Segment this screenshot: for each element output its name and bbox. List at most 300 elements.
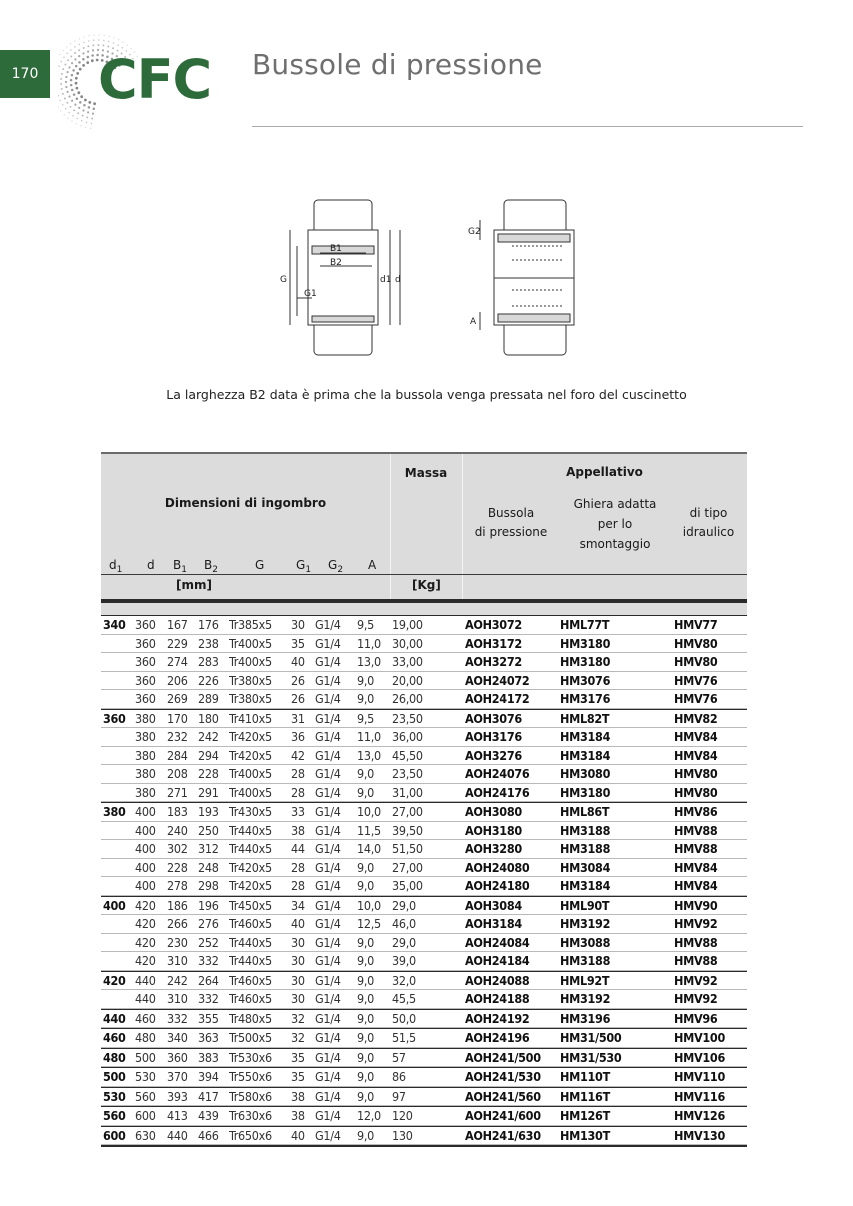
cell-b2: 298 [198, 878, 219, 893]
logo-dot [93, 107, 96, 110]
logo-dot [65, 86, 67, 88]
cell-d: 560 [135, 1088, 156, 1104]
cell-nut: HM31/500 [560, 1030, 622, 1045]
cell-hydraulic: HMV88 [674, 841, 718, 856]
cell-hydraulic: HMV88 [674, 953, 718, 968]
cell-g2: G1/4 [315, 859, 341, 875]
col-b2: $B_2$ [204, 558, 218, 575]
table-row [101, 934, 747, 953]
cell-hydraulic: HMV86 [674, 804, 718, 819]
cell-a: 10,0 [357, 804, 381, 819]
logo-dot [73, 93, 76, 96]
cell-hydraulic: HMV76 [674, 672, 718, 688]
cell-g: Tr460x5 [229, 991, 272, 1006]
cell-hydraulic: HMV130 [674, 1127, 725, 1143]
cell-d: 380 [135, 710, 156, 726]
cell-nut: HML92T [560, 972, 610, 988]
cell-mass: 26,00 [392, 691, 423, 706]
cell-g: Tr500x5 [229, 1030, 272, 1045]
cell-mass: 120 [392, 1108, 413, 1123]
logo-dot [62, 68, 64, 70]
table-row [101, 840, 747, 859]
cell-nut: HM3192 [560, 916, 611, 931]
logo-dot [91, 59, 94, 62]
logo-dot [87, 51, 89, 53]
cell-mass: 57 [392, 1049, 406, 1065]
cell-hydraulic: HMV80 [674, 784, 718, 800]
cell-mass: 97 [392, 1088, 406, 1104]
cell-hydraulic: HMV100 [674, 1030, 725, 1045]
cell-b2: 283 [198, 654, 219, 669]
logo-dot [76, 118, 78, 120]
cell-b2: 238 [198, 635, 219, 651]
cell-nut: HM110T [560, 1069, 610, 1084]
cell-mass: 29,0 [392, 934, 416, 950]
diagram-label-g1: G1 [304, 289, 317, 299]
cell-g1: 30 [291, 953, 305, 968]
cell-hydraulic: HMV110 [674, 1069, 725, 1084]
unit-kg: [Kg] [412, 578, 441, 592]
logo-dot [76, 72, 79, 75]
cell-g1: 38 [291, 822, 305, 838]
table-row [101, 915, 747, 934]
cell-nut: HM126T [560, 1108, 610, 1123]
cell-b2: 180 [198, 710, 219, 726]
cell-d: 600 [135, 1108, 156, 1123]
logo-dot [64, 98, 66, 100]
cell-g: Tr440x5 [229, 841, 272, 856]
hydraulic-heading: di tipo idraulico [682, 506, 735, 539]
cell-bushing: AOH241/530 [465, 1069, 541, 1084]
cell-d1: 380 [103, 804, 126, 819]
cell-a: 11,0 [357, 635, 381, 651]
logo-dot [60, 110, 61, 111]
cell-bushing: AOH24184 [465, 953, 530, 968]
page-title: Bussole di pressione [252, 48, 543, 81]
cell-g: Tr400x5 [229, 784, 272, 800]
cell-d: 420 [135, 916, 156, 931]
logo-dot [80, 125, 81, 126]
logo-dot [75, 65, 78, 68]
logo-dot [58, 65, 60, 67]
logo-dot [74, 58, 76, 60]
cell-bushing: AOH24180 [465, 878, 530, 893]
cell-mass: 130 [392, 1127, 413, 1143]
logo-dot [60, 83, 62, 85]
cell-d1: 360 [103, 710, 126, 726]
col-g2: $G_2$ [328, 558, 344, 575]
logo-dot [70, 55, 72, 57]
cell-a: 12,0 [357, 1108, 381, 1123]
logo-dot [91, 54, 94, 57]
cell-mass: 33,00 [392, 654, 423, 669]
unit-mm: [mm] [176, 578, 212, 592]
cell-g: Tr460x5 [229, 916, 272, 931]
cell-d: 500 [135, 1049, 156, 1065]
cell-mass: 86 [392, 1069, 406, 1084]
header-spacer [101, 603, 747, 615]
cell-mass: 50,0 [392, 1010, 416, 1026]
cell-d: 400 [135, 859, 156, 875]
logo-dot [87, 45, 89, 47]
cell-hydraulic: HMV106 [674, 1049, 725, 1065]
table-row [101, 802, 747, 822]
cell-bushing: AOH3072 [465, 617, 522, 632]
cell-b1: 266 [167, 916, 188, 931]
cell-g1: 28 [291, 784, 305, 800]
cell-nut: HM3076 [560, 672, 611, 688]
cell-hydraulic: HMV84 [674, 729, 718, 744]
cell-hydraulic: HMV82 [674, 710, 718, 726]
cell-g: Tr460x5 [229, 972, 272, 988]
cell-g: Tr420x5 [229, 859, 272, 875]
cell-mass: 19,00 [392, 617, 423, 632]
cell-mass: 46,0 [392, 916, 416, 931]
cell-d: 530 [135, 1069, 156, 1084]
cell-g: Tr400x5 [229, 635, 272, 651]
logo-dot [68, 95, 70, 97]
logo-dot [65, 108, 67, 110]
nut-heading: Ghiera adatta per lo smontaggio [573, 497, 657, 551]
logo-dot [76, 87, 79, 90]
cell-b1: 206 [167, 672, 188, 688]
cell-g1: 28 [291, 766, 305, 781]
cell-g2: G1/4 [315, 766, 341, 781]
cell-b1: 310 [167, 991, 188, 1006]
cell-nut: HM130T [560, 1127, 610, 1143]
cell-g1: 34 [291, 897, 305, 913]
cell-g2: G1/4 [315, 710, 341, 726]
logo-dot [93, 102, 96, 105]
cell-a: 9,0 [357, 1010, 374, 1026]
diagram-label-b1: B1 [330, 244, 342, 254]
table-row [101, 1087, 747, 1107]
cell-g2: G1/4 [315, 804, 341, 819]
cell-b1: 230 [167, 934, 188, 950]
logo-dot [60, 78, 62, 80]
logo-dot [79, 38, 80, 39]
cell-bushing: AOH24192 [465, 1010, 530, 1026]
cell-a: 13,0 [357, 747, 381, 763]
cell-g: Tr420x5 [229, 878, 272, 893]
cell-nut: HM3180 [560, 635, 611, 651]
cell-d: 380 [135, 784, 156, 800]
logo-dot [66, 102, 68, 104]
logo-dot [67, 91, 69, 93]
diagram-label-d1: d1 [380, 275, 392, 285]
cell-nut: HM3180 [560, 784, 611, 800]
logo-dot [68, 112, 70, 114]
cell-g: Tr530x6 [229, 1049, 272, 1065]
cell-bushing: AOH24080 [465, 859, 530, 875]
cell-g1: 32 [291, 1010, 305, 1026]
logo-dot [74, 52, 76, 54]
logo-dot [64, 64, 66, 66]
logo-dot [108, 41, 110, 43]
cell-nut: HML77T [560, 617, 610, 632]
cell-g2: G1/4 [315, 691, 341, 706]
cell-d: 380 [135, 766, 156, 781]
logo-dot [67, 71, 69, 73]
cell-a: 9,0 [357, 934, 374, 950]
cell-g2: G1/4 [315, 784, 341, 800]
logo-dot [70, 49, 72, 51]
cell-nut: HM3084 [560, 859, 611, 875]
cell-nut: HM31/530 [560, 1049, 622, 1065]
cell-b2: 294 [198, 747, 219, 763]
cell-d: 400 [135, 804, 156, 819]
cell-g2: G1/4 [315, 878, 341, 893]
table-row [101, 952, 747, 971]
cell-d1: 400 [103, 897, 126, 913]
cell-g2: G1/4 [315, 822, 341, 838]
cell-b2: 226 [198, 672, 219, 688]
cell-a: 9,0 [357, 953, 374, 968]
cell-g1: 26 [291, 691, 305, 706]
table-row [101, 690, 747, 709]
logo-dot [83, 104, 86, 107]
logo-dot [64, 114, 65, 115]
table-row [101, 672, 747, 691]
logo-dot [82, 64, 85, 67]
cell-bushing: AOH241/560 [465, 1088, 541, 1104]
logo-dot [75, 82, 78, 85]
bushings-table [101, 452, 747, 1147]
cell-d: 420 [135, 953, 156, 968]
logo-dot [71, 100, 73, 102]
cell-g2: G1/4 [315, 747, 341, 763]
cell-mass: 23,50 [392, 710, 423, 726]
logo-dot [77, 91, 80, 94]
logo-dot [61, 88, 63, 90]
logo-dot [71, 74, 74, 77]
logo-dot [66, 53, 68, 55]
logo-dot [84, 36, 85, 37]
cell-a: 12,5 [357, 916, 381, 931]
cell-b2: 466 [198, 1127, 219, 1143]
logo-dot [58, 95, 59, 97]
logo-dot [63, 50, 64, 51]
cell-g1: 33 [291, 804, 305, 819]
cell-b1: 183 [167, 804, 188, 819]
cell-d: 360 [135, 617, 156, 632]
cell-b1: 229 [167, 635, 188, 651]
cell-b1: 302 [167, 841, 188, 856]
logo-dot [71, 62, 73, 64]
cell-g2: G1/4 [315, 916, 341, 931]
cell-g1: 30 [291, 934, 305, 950]
cell-bushing: AOH3184 [465, 916, 522, 931]
cell-g: Tr630x6 [229, 1108, 272, 1123]
cell-hydraulic: HMV80 [674, 635, 718, 651]
cell-mass: 51,50 [392, 841, 423, 856]
logo-dot [90, 128, 91, 129]
cell-g1: 28 [291, 859, 305, 875]
cell-mass: 39,50 [392, 822, 423, 838]
logo-dot [66, 46, 67, 47]
diagram-label-a: A [470, 317, 477, 327]
diagram-caption: La larghezza B2 data è prima che la bussola venga pressata nel foro del cuscinetto [166, 387, 687, 402]
cell-b1: 332 [167, 1010, 188, 1026]
cell-g2: G1/4 [315, 991, 341, 1006]
logo-dot [117, 44, 119, 46]
cell-hydraulic: HMV76 [674, 691, 718, 706]
cell-nut: HM3192 [560, 991, 611, 1006]
cell-b2: 291 [198, 784, 219, 800]
cell-g2: G1/4 [315, 654, 341, 669]
cell-d: 360 [135, 654, 156, 669]
cell-g1: 30 [291, 972, 305, 988]
cell-g2: G1/4 [315, 972, 341, 988]
cell-g1: 38 [291, 1088, 305, 1104]
cell-b2: 383 [198, 1049, 219, 1065]
diagram-label-g2: G2 [468, 227, 481, 237]
cell-b1: 208 [167, 766, 188, 781]
table-row [101, 1106, 747, 1126]
cell-bushing: AOH3084 [465, 897, 522, 913]
logo-dot [72, 69, 75, 72]
table-row [101, 784, 747, 803]
cell-a: 9,0 [357, 672, 374, 688]
logo-dot [86, 61, 89, 64]
logo-dot [76, 98, 79, 101]
logo-dot [82, 58, 85, 61]
cell-g2: G1/4 [315, 841, 341, 856]
cell-g1: 30 [291, 617, 305, 632]
logo-dot [63, 57, 65, 59]
cell-g2: G1/4 [315, 729, 341, 744]
cell-d: 440 [135, 991, 156, 1006]
cell-nut: HML82T [560, 710, 610, 726]
logo-dot [78, 55, 80, 57]
logo-dot [84, 99, 87, 102]
logo-dot [92, 49, 94, 51]
cell-g2: G1/4 [315, 1127, 341, 1143]
cell-d: 440 [135, 972, 156, 988]
cell-bushing: AOH3272 [465, 654, 522, 669]
cell-bushing: AOH24076 [465, 766, 530, 781]
logo-dot [70, 84, 73, 87]
table-row [101, 1009, 747, 1029]
cell-d1: 530 [103, 1088, 126, 1104]
logo-dot [122, 42, 123, 43]
cell-a: 9,0 [357, 991, 374, 1006]
cell-mass: 51,5 [392, 1030, 416, 1045]
cell-mass: 20,00 [392, 672, 423, 688]
cell-g2: G1/4 [315, 1088, 341, 1104]
cfc-logo [58, 32, 233, 132]
col-g: G [255, 558, 265, 572]
cell-d1: 460 [103, 1030, 126, 1045]
logo-dot [81, 120, 83, 122]
logo-dot [78, 49, 80, 51]
cell-hydraulic: HMV116 [674, 1088, 725, 1104]
logo-dot [71, 89, 74, 92]
logo-dot [127, 45, 128, 46]
cell-bushing: AOH3080 [465, 804, 522, 819]
logo-dot [61, 73, 63, 75]
logo-dot [82, 109, 84, 111]
cell-d1: 600 [103, 1127, 126, 1143]
cell-g: Tr450x5 [229, 897, 272, 913]
table-row [101, 896, 747, 916]
logo-dot [68, 66, 70, 68]
table-bottom-rule [101, 1145, 747, 1147]
cell-b1: 310 [167, 953, 188, 968]
mass-heading: Massa [404, 466, 448, 480]
logo-dot [67, 59, 69, 61]
cell-g1: 28 [291, 878, 305, 893]
logo-text: CFC [98, 48, 212, 111]
table-row [101, 728, 747, 747]
cell-d1: 500 [103, 1069, 126, 1084]
cell-nut: HM3184 [560, 878, 611, 893]
table-row [101, 1048, 747, 1068]
cell-mass: 36,00 [392, 729, 423, 744]
title-divider [252, 126, 803, 127]
cell-g2: G1/4 [315, 635, 341, 651]
diagram-label-g: G [280, 275, 287, 285]
cell-d: 400 [135, 878, 156, 893]
cell-hydraulic: HMV84 [674, 859, 718, 875]
cell-g1: 32 [291, 1030, 305, 1045]
cell-hydraulic: HMV92 [674, 991, 718, 1006]
cell-a: 10,0 [357, 897, 381, 913]
cell-g2: G1/4 [315, 1108, 341, 1123]
cell-nut: HM3188 [560, 841, 611, 856]
logo-dot [113, 42, 115, 44]
cell-bushing: AOH241/630 [465, 1127, 541, 1143]
cell-nut: HM3176 [560, 691, 611, 706]
cell-nut: HM3080 [560, 766, 611, 781]
logo-dot [79, 101, 82, 104]
cell-nut: HM3184 [560, 729, 611, 744]
logo-dot [98, 39, 100, 41]
cell-b1: 360 [167, 1049, 188, 1065]
cell-g: Tr440x5 [229, 822, 272, 838]
cell-b1: 269 [167, 691, 188, 706]
col-a: A [368, 558, 377, 572]
table-row [101, 653, 747, 672]
cell-hydraulic: HMV77 [674, 617, 718, 632]
cell-g1: 26 [291, 672, 305, 688]
col-d: d [147, 558, 155, 572]
logo-dot [70, 43, 71, 44]
cell-g1: 44 [291, 841, 305, 856]
cell-g: Tr420x5 [229, 729, 272, 744]
cell-nut: HM3180 [560, 654, 611, 669]
table-row [101, 709, 747, 729]
cell-b2: 363 [198, 1030, 219, 1045]
cell-d: 400 [135, 841, 156, 856]
cell-bushing: AOH3076 [465, 710, 522, 726]
cell-bushing: AOH24196 [465, 1030, 530, 1045]
cell-g2: G1/4 [315, 1010, 341, 1026]
logo-dot [74, 104, 76, 106]
cell-g: Tr550x6 [229, 1069, 272, 1084]
cell-b1: 240 [167, 822, 188, 838]
logo-dot [61, 61, 63, 63]
logo-dot [74, 46, 76, 48]
cell-g: Tr420x5 [229, 747, 272, 763]
logo-dot [70, 106, 72, 108]
cell-g: Tr440x5 [229, 953, 272, 968]
cell-bushing: AOH24088 [465, 972, 530, 988]
cell-nut: HM3188 [560, 822, 611, 838]
logo-dot [58, 106, 59, 107]
cell-b1: 271 [167, 784, 188, 800]
cell-nut: HM3184 [560, 747, 611, 763]
